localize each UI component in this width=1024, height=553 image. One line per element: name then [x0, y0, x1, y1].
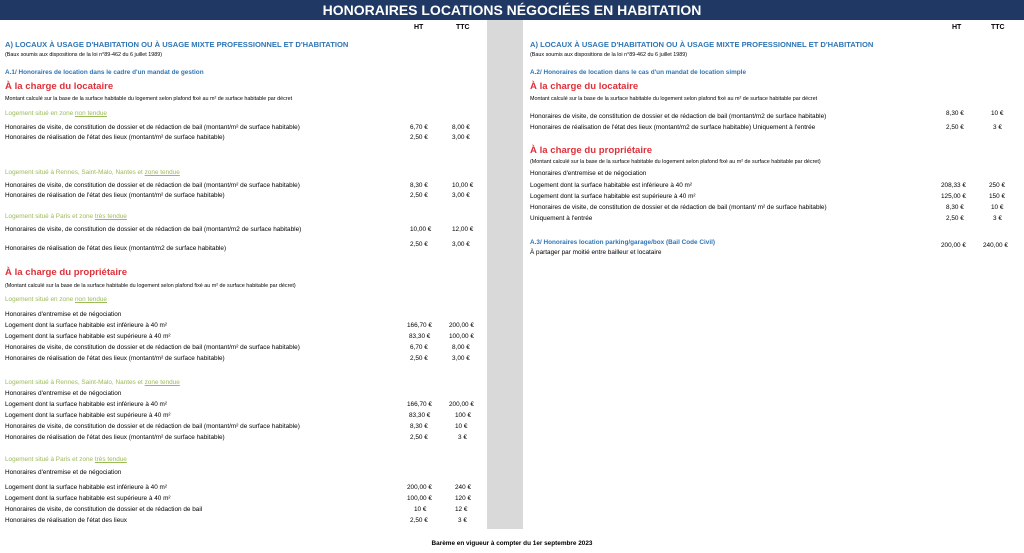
right-fee-row: Honoraires de réalisation de l'état des lieux (montant/m2 de surface habitable) Uniquement à l'entrée — [530, 124, 816, 131]
right-charge-proprietaire: À la charge du propriétaire — [530, 145, 653, 156]
left-fee-ttc: 240 € — [455, 484, 471, 491]
column-divider — [487, 20, 523, 529]
left-fee-row: Logement dont la surface habitable est supérieure à 40 m² — [5, 412, 171, 419]
right-fee-ttc: 240,00 € — [983, 242, 1008, 249]
left-fee-ttc: 10 € — [455, 423, 468, 430]
left-entremise: Honoraires d'entremise et de négociation — [5, 311, 122, 318]
left-fee-ttc: 3,00 € — [452, 134, 470, 141]
left-fee-ht: 2,50 € — [410, 241, 428, 248]
left-fee-row: Honoraires de visite, de constitution de dossier et de rédaction de bail — [5, 506, 203, 513]
left-fee-ht: 6,70 € — [410, 344, 428, 351]
left-fee-row: Logement dont la surface habitable est inférieure à 40 m² — [5, 484, 167, 491]
left-fee-ht: 8,30 € — [410, 423, 428, 430]
left-fee-ht: 2,50 € — [410, 192, 428, 199]
left-fee-row: Honoraires de visite, de constitution de dossier et de rédaction de bail (montant/m² de surface habitable) — [5, 124, 300, 131]
right-calc-note-2: (Montant calculé sur la base de la surface habitable du logement selon plafond fixé au m² de surface habitable par décret) — [530, 159, 821, 165]
left-fee-ht: 2,50 € — [410, 134, 428, 141]
left-fee-ht: 200,00 € — [407, 484, 432, 491]
left-fee-ttc: 120 € — [455, 495, 471, 502]
left-fee-row: Honoraires de réalisation de l'état des lieux (montant/m² de surface habitable) — [5, 355, 225, 362]
right-fee-ttc: 10 € — [991, 110, 1004, 117]
right-fee-ht: 8,30 € — [946, 110, 964, 117]
left-fee-ttc: 12,00 € — [452, 226, 474, 233]
left-fee-ttc: 3,00 € — [452, 192, 470, 199]
right-fee-row: Logement dont la surface habitable est inférieure à 40 m² — [530, 182, 692, 189]
left-entremise: Honoraires d'entremise et de négociation — [5, 469, 122, 476]
right-fee-row: Logement dont la surface habitable est supérieure à 40 m² — [530, 193, 696, 200]
right-fee-ht: 2,50 € — [946, 215, 964, 222]
right-ttc-header: TTC — [991, 24, 1005, 31]
right-law-note: (Baux soumis aux dispositions de la loi n°89-462 du 6 juillet 1989) — [530, 52, 688, 58]
right-a2-heading: A.2/ Honoraires de location dans le cas d'un mandat de location simple — [530, 69, 747, 76]
left-fee-row: Logement dont la surface habitable est supérieure à 40 m² — [5, 333, 171, 340]
left-fee-ttc: 200,00 € — [449, 322, 474, 329]
left-calc-note: Montant calculé sur la base de la surface habitable du logement selon plafond fixé au m² de surface habitable par décret — [5, 96, 293, 102]
left-fee-ttc: 10,00 € — [452, 182, 474, 189]
left-fee-ht: 83,30 € — [409, 333, 431, 340]
right-ht-header: HT — [952, 24, 962, 31]
left-fee-row: Honoraires de réalisation de l'état des lieux — [5, 517, 128, 524]
right-section-a: A) LOCAUX À USAGE D'HABITATION OU À USAGE MIXTE PROFESSIONNEL ET D'HABITATION — [530, 40, 874, 49]
right-a3-heading: A.3/ Honoraires location parking/garage/box (Bail Code Civil) — [530, 239, 716, 246]
left-zone-non-tendue: Logement situé en zone non tendue — [5, 110, 107, 117]
right-fee-ht: 200,00 € — [941, 242, 966, 249]
right-a3-note: À partager par moitié entre bailleur et locataire — [530, 249, 662, 256]
right-fee-row: Honoraires de visite, de constitution de dossier et de rédaction de bail (montant/m2 de surface habitable) — [530, 113, 827, 120]
left-fee-ht: 2,50 € — [410, 434, 428, 441]
page-title: HONORAIRES LOCATIONS NÉGOCIÉES EN HABITATION — [0, 0, 1024, 20]
left-fee-ht: 8,30 € — [410, 182, 428, 189]
right-fee-ht: 125,00 € — [941, 193, 966, 200]
left-fee-ttc: 3 € — [458, 434, 467, 441]
right-fee-ttc: 3 € — [993, 215, 1002, 222]
left-calc-note-2: (Montant calculé sur la base de la surface habitable du logement selon plafond fixé au m² de surface habitable par décret) — [5, 283, 296, 289]
left-fee-ttc: 12 € — [455, 506, 468, 513]
left-entremise: Honoraires d'entremise et de négociation — [5, 390, 122, 397]
left-q-zone-rennes: Logement situé à Rennes, Saint-Malo, Nantes et zone tendue — [5, 379, 180, 386]
left-fee-ht: 166,70 € — [407, 322, 432, 329]
left-fee-row: Honoraires de réalisation de l'état des lieux (montant/m² de surface habitable) — [5, 134, 225, 141]
right-fee-ttc: 250 € — [989, 182, 1005, 189]
right-fee-ttc: 150 € — [989, 193, 1005, 200]
left-fee-row: Honoraires de réalisation de l'état des lieux (montant/m2 de surface habitable) — [5, 245, 227, 252]
left-fee-ttc: 3 € — [458, 517, 467, 524]
right-entremise: Honoraires d'entremise et de négociation — [530, 170, 647, 177]
left-fee-row: Logement dont la surface habitable est supérieure à 40 m² — [5, 495, 171, 502]
right-fee-ttc: 3 € — [993, 124, 1002, 131]
left-charge-locataire: À la charge du locataire — [5, 81, 114, 92]
right-charge-locataire: À la charge du locataire — [530, 81, 639, 92]
left-fee-row: Honoraires de visite, de constitution de dossier et de rédaction de bail (montant/m² de surface habitable) — [5, 344, 300, 351]
left-fee-row: Honoraires de réalisation de l'état des lieux (montant/m² de surface habitable) — [5, 434, 225, 441]
right-fee-row: Honoraires de visite, de constitution de dossier et de rédaction de bail (montant/ m² de surface habitable) — [530, 204, 827, 211]
left-a1-heading: A.1/ Honoraires de location dans le cadre d'un mandat de gestion — [5, 69, 204, 76]
left-fee-ht: 10,00 € — [410, 226, 432, 233]
left-fee-row: Honoraires de visite, de constitution de dossier et de rédaction de bail (montant/m² de surface habitable) — [5, 182, 300, 189]
left-section-a: A) LOCAUX À USAGE D'HABITATION OU À USAGE MIXTE PROFESSIONNEL ET D'HABITATION — [5, 40, 349, 49]
left-charge-proprietaire: À la charge du propriétaire — [5, 267, 128, 278]
left-zone-rennes: Logement situé à Rennes, Saint-Malo, Nantes et zone tendue — [5, 169, 180, 176]
left-fee-row: Honoraires de réalisation de l'état des lieux (montant/m² de surface habitable) — [5, 192, 225, 199]
left-fee-row: Honoraires de visite, de constitution de dossier et de rédaction de bail (montant/m2 de surface habitable) — [5, 226, 302, 233]
left-r-zone-paris: Logement situé à Paris et zone très tendue — [5, 456, 127, 463]
right-fee-ht: 2,50 € — [946, 124, 964, 131]
left-fee-ttc: 3,00 € — [452, 355, 470, 362]
left-fee-ht: 83,30 € — [409, 412, 431, 419]
left-fee-ttc: 8,00 € — [452, 124, 470, 131]
right-fee-row: Uniquement à l'entrée — [530, 215, 593, 222]
left-ht-header: HT — [414, 24, 424, 31]
left-fee-ht: 6,70 € — [410, 124, 428, 131]
right-fee-ttc: 10 € — [991, 204, 1004, 211]
left-ttc-header: TTC — [456, 24, 470, 31]
footer-note: Barème en vigueur à compter du 1er septembre 2023 — [431, 540, 593, 547]
right-calc-note: Montant calculé sur la base de la surface habitable du logement selon plafond fixé au m² de surface habitable par décret — [530, 96, 818, 102]
left-fee-ttc: 3,00 € — [452, 241, 470, 248]
left-fee-ht: 2,50 € — [410, 355, 428, 362]
left-fee-ttc: 8,00 € — [452, 344, 470, 351]
left-fee-ttc: 100 € — [455, 412, 471, 419]
left-fee-ttc: 100,00 € — [449, 333, 474, 340]
left-fee-row: Honoraires de visite, de constitution de dossier et de rédaction de bail (montant/m² de surface habitable) — [5, 423, 300, 430]
left-fee-row: Logement dont la surface habitable est inférieure à 40 m² — [5, 401, 167, 408]
left-fee-ht: 166,70 € — [407, 401, 432, 408]
left-fee-ht: 2,50 € — [410, 517, 428, 524]
left-fee-row: Logement dont la surface habitable est inférieure à 40 m² — [5, 322, 167, 329]
left-fee-ht: 100,00 € — [407, 495, 432, 502]
right-fee-ht: 208,33 € — [941, 182, 966, 189]
right-fee-ht: 8,30 € — [946, 204, 964, 211]
left-fee-ttc: 200,00 € — [449, 401, 474, 408]
left-law-note: (Baux soumis aux dispositions de la loi n°89-462 du 6 juillet 1989) — [5, 52, 163, 58]
left-zone-paris: Logement situé à Paris et zone très tendue — [5, 213, 127, 220]
left-fee-ht: 10 € — [414, 506, 427, 513]
left-p-zone-non-tendue: Logement situé en zone non tendue — [5, 296, 107, 303]
